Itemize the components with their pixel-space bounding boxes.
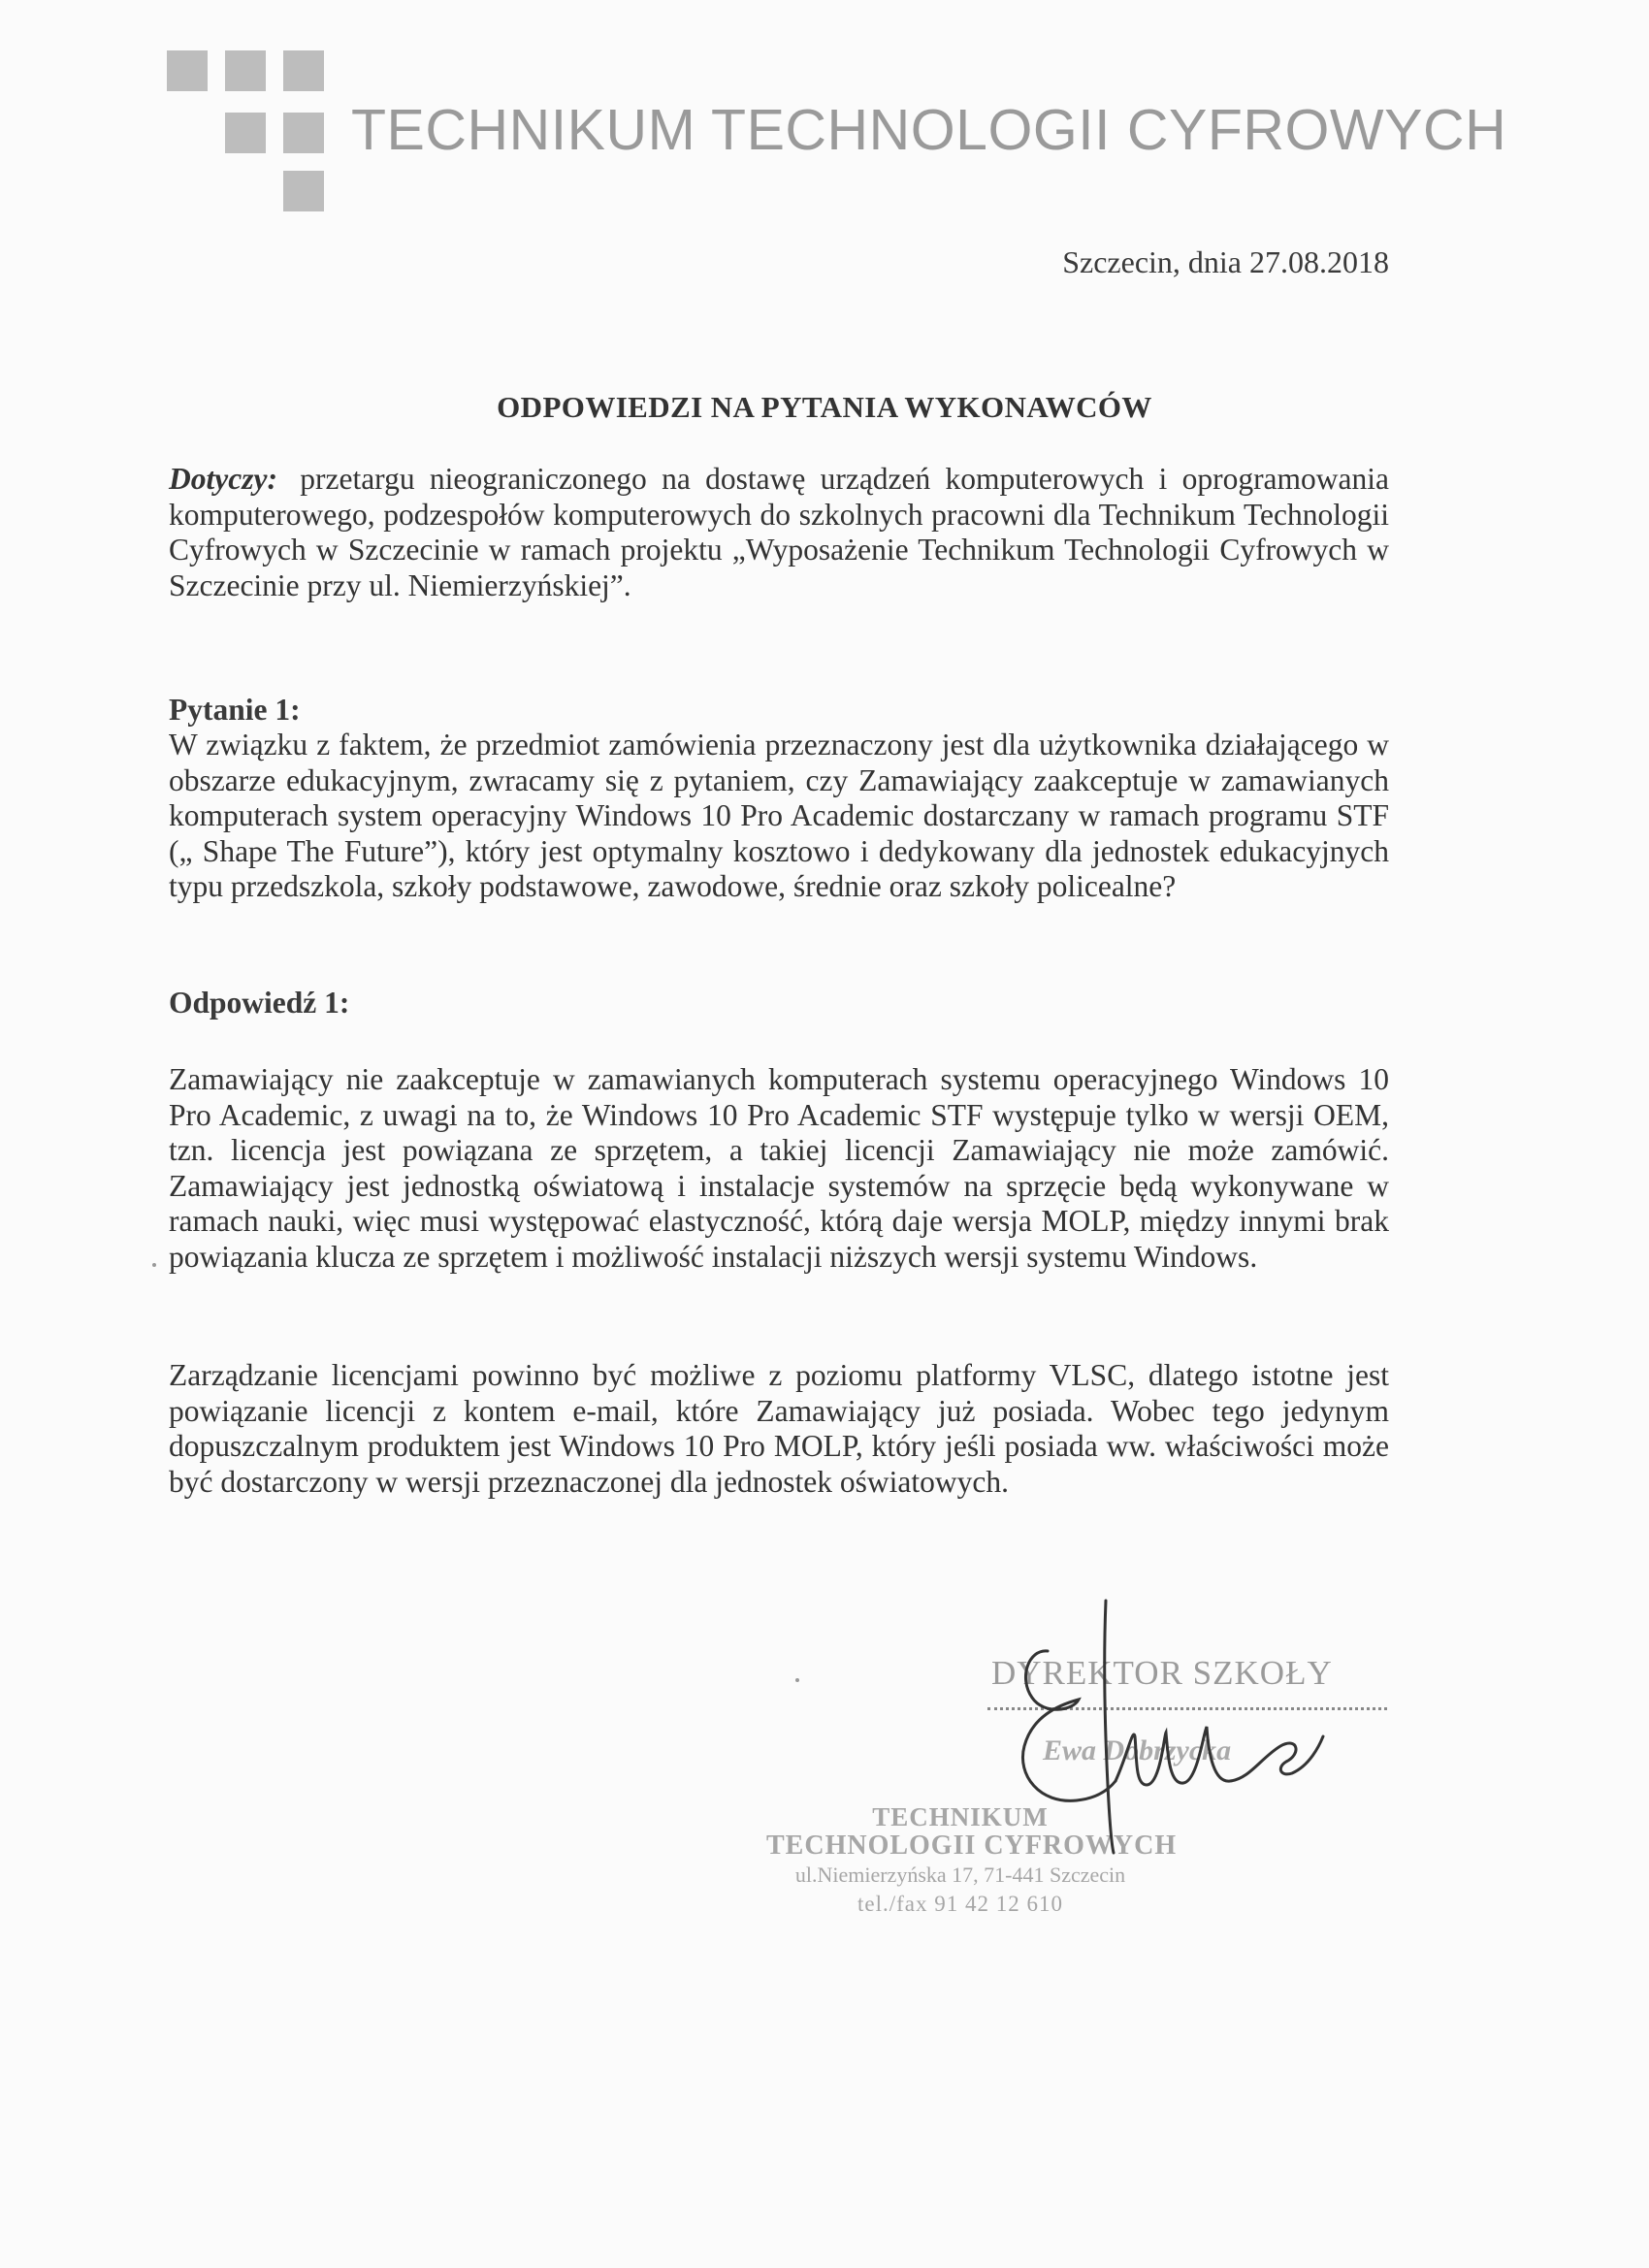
logo-square [225,113,266,153]
logo-square [283,50,324,91]
stamp-line-4: tel./fax 91 42 12 610 [857,1892,1063,1916]
logo-mark [167,50,332,215]
signature-name-stamp: Ewa Dobrzycka [1043,1734,1232,1766]
logo-square [225,50,266,91]
subject-paragraph [169,462,1389,603]
answer-1-paragraph-2: Zarządzanie licencjami powinno być możliwe z poziomu platformy VLSC, dlatego istotne jest powiązanie licencji z kontem e-mail, które Zamawiający już posiada. Wobec tego jedynym dopuszczalnym produktem jest Windows 10 Pro MOLP, który jeśli posiada ww. właściwości może być dostarczony w wersji przeznaczonej dla jednostek oświatowych. [169,1358,1389,1499]
signature-title: DYREKTOR SZKOŁY [991,1654,1333,1692]
date-line: Szczecin, dnia 27.08.2018 [1062,244,1389,279]
scan-dot [795,1678,799,1682]
stamp-line-1: TECHNIKUM [872,1802,1049,1831]
answer-1-label: Odpowiedź 1: [169,986,350,1020]
subject-text: przetargu nieograniczonego na dostawę urządzeń komputerowych i oprogramowania komputerowego, podzespołów komputerowych do szkolnych pracowni dla Technikum Technologii Cyfrowych w Szczecinie w ramach projektu „Wyposażenie Technikum Technologii Cyfrowych w Szczecinie przy ul. Niemierzyńskiej”. [169,462,1389,602]
stamp-line-3: ul.Niemierzyńska 17, 71-441 Szczecin [794,1863,1126,1887]
institution-name: TECHNIKUM TECHNOLOGII CYFROWYCH [351,98,1507,162]
document-title: ODPOWIEDZI NA PYTANIA WYKONAWCÓW [497,390,1152,424]
answer-1-paragraph-1: Zamawiający nie zaakceptuje w zamawianych komputerach systemu operacyjnego Windows 10 Pro Academic, z uwagi na to, że Windows 10 Pro Academic STF występuje tylko w wersji OEM, tzn. licencja jest powiązana ze sprzętem, a takiej licencji Zamawiający nie może zamówić. Zamawiający jest jednostką oświatową i instalacje systemów na sprzęcie będą wykonywane w ramach nauki, więc musi występować elastyczność, którą daje wersja MOLP, między innymi brak powiązania klucza ze sprzętem i możliwość instalacji niższych wersji systemu Windows. [169,1062,1389,1274]
stamp-line-2: TECHNOLOGII CYFROWYCH [766,1831,1178,1861]
subject-label: Dotyczy: [169,462,277,496]
question-1-label: Pytanie 1: [169,693,301,727]
logo-square [283,113,324,153]
scan-dot [152,1263,156,1267]
handwritten-signature [989,1591,1339,1901]
logo-square [167,50,208,91]
question-1-text: W związku z faktem, że przedmiot zamówienia przeznaczony jest dla użytkownika działającego w obszarze edukacyjnym, zwracamy się z pytaniem, czy Zamawiający zaakceptuje w zamawianych komputerach system operacyjny Windows 10 Pro Academic dostarczany w ramach programu STF („ Shape The Future”), który jest optymalny kosztowo i dedykowany dla jednostek edukacyjnych typu przedszkola, szkoły podstawowe, zawodowe, średnie oraz szkoły policealne? [169,728,1389,903]
logo-square [283,171,324,211]
